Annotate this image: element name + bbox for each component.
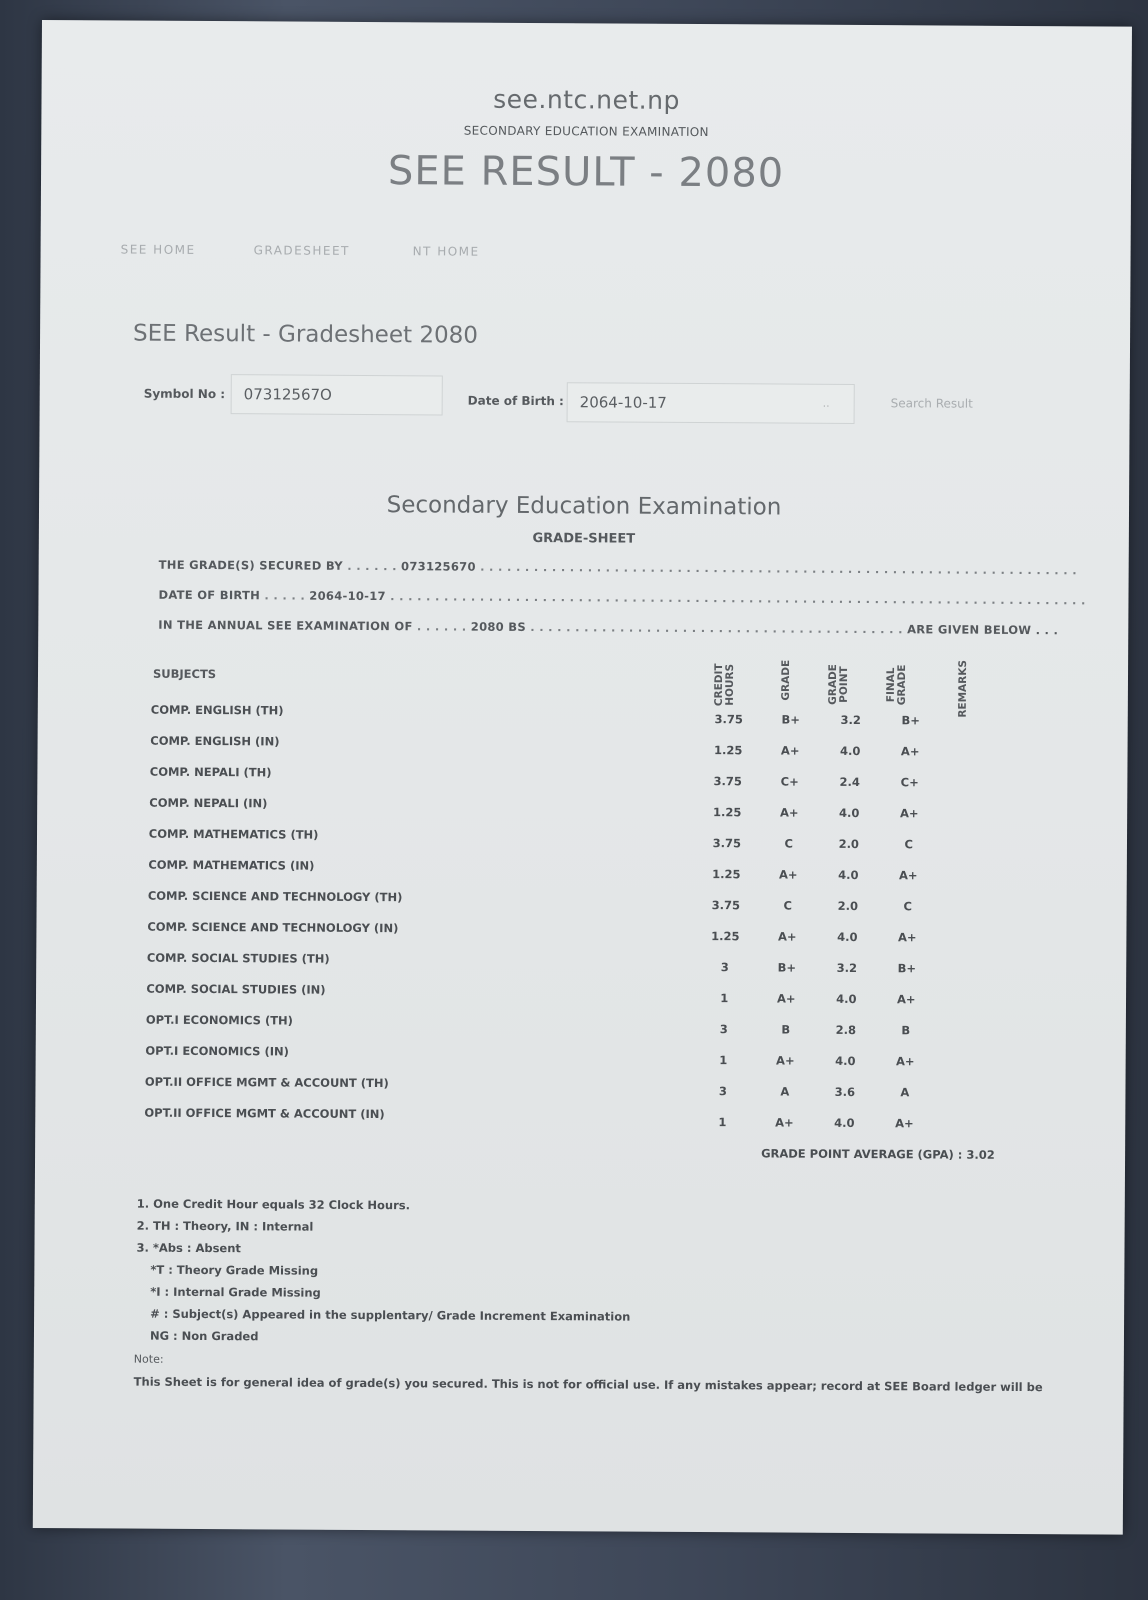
grade-cell: B — [781, 1022, 791, 1037]
note-label: Note: — [133, 1352, 164, 1366]
exam-suffix: ARE GIVEN BELOW . . . — [907, 622, 1059, 638]
subject-cell: COMP. MATHEMATICS (IN) — [148, 857, 315, 873]
secured-by-line: THE GRADE(S) SECURED BY . . . . . . 073125670 . . . . . . . . . . . . . . . . . . . . . . . . . . . . . . . . . . . . . . . . . . . . . . . . . . . . . . . . . . . . . . . . . . . — [158, 557, 1077, 578]
final-grade-cell: A+ — [896, 1054, 915, 1069]
subject-cell: OPT.I ECONOMICS (IN) — [145, 1043, 289, 1059]
legend-item: 1. One Credit Hour equals 32 Clock Hours. — [136, 1196, 411, 1213]
col-header-grade-point-line1: GRADE — [826, 664, 840, 705]
subject-cell: COMP. ENGLISH (TH) — [150, 702, 284, 718]
table-row — [147, 951, 1148, 982]
table-row — [144, 1106, 1148, 1137]
site-title: SEE RESULT - 2080 — [387, 148, 785, 197]
secured-by-label: THE GRADE(S) SECURED BY — [158, 557, 343, 573]
credit-hours-cell: 3 — [720, 960, 729, 975]
grade-point-cell: 4.0 — [840, 743, 861, 759]
dob-line: DATE OF BIRTH . . . . . 2064-10-17 . . . . . . . . . . . . . . . . . . . . . . . . . . . . . . . . . . . . . . . . . . . . . . . . . . . . . . . . . . . . . . . . . . . . . . . . . . . . . . — [158, 587, 1086, 608]
final-grade-cell: A+ — [897, 992, 916, 1007]
subject-cell: COMP. NEPALI (IN) — [149, 795, 268, 811]
grade-point-cell: 4.0 — [836, 991, 857, 1006]
nav-nt-home[interactable]: NT HOME — [412, 244, 480, 259]
credit-hours-cell: 3.75 — [711, 898, 741, 913]
nav-gradesheet[interactable]: GRADESHEET — [253, 243, 350, 258]
grade-cell: A+ — [777, 991, 796, 1006]
table-row — [148, 889, 1148, 920]
final-grade-cell: C — [904, 837, 914, 852]
final-grade-cell: A — [900, 1085, 910, 1100]
grade-cell: A+ — [780, 743, 800, 758]
credit-hours-cell: 1.25 — [713, 805, 742, 820]
final-grade-cell: C+ — [900, 775, 919, 790]
gradesheet-title: Secondary Education Examination — [386, 492, 782, 521]
grade-point-cell: 3.6 — [834, 1084, 856, 1099]
subject-cell: OPT.I ECONOMICS (TH) — [145, 1012, 294, 1028]
grade-point-cell: 2.0 — [837, 898, 859, 914]
subject-cell: COMP. SCIENCE AND TECHNOLOGY (IN) — [147, 919, 399, 936]
subject-cell: COMP. SOCIAL STUDIES (IN) — [146, 981, 326, 997]
credit-hours-cell: 1 — [718, 1115, 727, 1130]
grade-cell: C — [783, 898, 793, 913]
col-header-final-grade — [886, 664, 908, 705]
exam-line: IN THE ANNUAL SEE EXAMINATION OF . . . . . . 2080 BS . . . . . . . . . . . . . . . . . . . . . . . . . . . . . . . . . . . . . . . . . . ARE GIVEN BELOW . . . — [158, 617, 1059, 638]
subject-cell: COMP. SOCIAL STUDIES (TH) — [146, 950, 330, 966]
dropdown-icon[interactable]: .. — [822, 396, 830, 410]
note-text: This Sheet is for general idea of grade(s) you secured. This is not for official use. If any mistakes appear; record at SEE Board ledger will be — [133, 1374, 1043, 1395]
col-header-remarks: REMARKS — [956, 659, 970, 718]
symbol-label: Symbol No : — [143, 386, 226, 402]
subject-cell: COMP. ENGLISH (IN) — [150, 733, 280, 749]
gpa-summary: GRADE POINT AVERAGE (GPA) : 3.02 — [761, 1146, 995, 1162]
credit-hours-cell: 3 — [719, 1022, 728, 1037]
credit-hours-cell: 1.25 — [714, 743, 743, 758]
credit-hours-cell: 3 — [718, 1084, 727, 1099]
site-url: see.ntc.net.np — [493, 84, 680, 115]
col-header-grade-point-line2: POINT — [837, 666, 851, 703]
grade-point-cell: 4.0 — [834, 1115, 855, 1130]
col-header-subjects: SUBJECTS — [152, 666, 217, 682]
final-grade-cell: B — [901, 1023, 911, 1038]
grade-cell: C — [784, 836, 794, 851]
final-grade-cell: A+ — [897, 930, 917, 945]
grade-point-cell: 4.0 — [835, 1053, 856, 1068]
table-row — [145, 1044, 1148, 1075]
table-row — [146, 1013, 1148, 1044]
subject-cell: COMP. MATHEMATICS (TH) — [148, 826, 319, 842]
grade-point-cell: 2.4 — [839, 774, 860, 790]
col-header-final-grade-line2: GRADE — [895, 664, 909, 706]
credit-hours-cell: 3.75 — [714, 712, 743, 727]
grade-point-cell: 4.0 — [837, 929, 858, 944]
final-grade-cell: B+ — [901, 713, 920, 728]
table-row — [151, 703, 1148, 734]
grade-cell: A+ — [776, 1053, 795, 1068]
legend-item: # : Subject(s) Appeared in the supplentary/ Grade Increment Examination — [150, 1306, 631, 1324]
subject-cell: COMP. SCIENCE AND TECHNOLOGY (TH) — [147, 888, 403, 905]
site-subtitle: SECONDARY EDUCATION EXAMINATION — [463, 123, 709, 140]
grade-cell: A+ — [778, 867, 798, 882]
legend-item: NG : Non Graded — [149, 1328, 259, 1344]
subject-cell: COMP. NEPALI (TH) — [149, 764, 272, 780]
table-row — [150, 765, 1148, 796]
dob-line-label: DATE OF BIRTH — [158, 587, 261, 603]
col-header-credit-hours-line2: HOURS — [723, 663, 737, 706]
credit-hours-cell: 3.75 — [713, 774, 742, 789]
legend-item: 3. *Abs : Absent — [136, 1240, 241, 1256]
grade-point-cell: 3.2 — [840, 712, 861, 728]
table-row — [147, 920, 1148, 951]
nav-see-home[interactable]: SEE HOME — [120, 242, 196, 257]
legend-item: *I : Internal Grade Missing — [150, 1284, 321, 1300]
grade-cell: A+ — [779, 805, 799, 820]
table-row — [148, 858, 1148, 889]
grade-cell: A+ — [777, 929, 797, 944]
credit-hours-cell: 1.25 — [712, 867, 741, 882]
col-header-final-grade-line1: FINAL — [884, 667, 898, 703]
col-header-grade-point — [828, 664, 850, 705]
gradesheet-subtitle: GRADE-SHEET — [532, 531, 636, 547]
table-row — [145, 1075, 1148, 1106]
credit-hours-cell: 1 — [719, 1053, 728, 1068]
col-header-credit-hours — [714, 663, 736, 706]
grade-point-cell: 3.2 — [836, 960, 858, 975]
legend-item: *T : Theory Grade Missing — [150, 1262, 319, 1278]
final-grade-cell: A+ — [899, 806, 919, 821]
secured-by-value: 073125670 — [401, 559, 476, 574]
final-grade-cell: A+ — [895, 1116, 914, 1131]
grade-point-cell: 2.8 — [835, 1022, 857, 1037]
table-row — [146, 982, 1148, 1013]
dob-line-value: 2064-10-17 — [309, 588, 386, 604]
credit-hours-cell: 3.75 — [712, 836, 742, 851]
subject-cell: OPT.II OFFICE MGMT & ACCOUNT (TH) — [144, 1074, 389, 1091]
dob-input[interactable] — [567, 382, 855, 424]
col-header-grade: GRADE — [779, 659, 793, 701]
final-grade-cell: C — [903, 899, 913, 914]
final-grade-cell: A+ — [900, 744, 920, 759]
grade-point-cell: 4.0 — [839, 805, 860, 821]
search-result-button[interactable]: Search Result — [890, 396, 973, 411]
grade-cell: A+ — [775, 1115, 794, 1130]
credit-hours-cell: 1.25 — [711, 929, 740, 944]
table-row — [149, 796, 1148, 827]
final-grade-cell: A+ — [898, 868, 918, 883]
grade-cell: C+ — [780, 774, 799, 789]
grade-point-cell: 4.0 — [838, 867, 859, 883]
credit-hours-cell: 1 — [720, 991, 729, 1006]
exam-value: 2080 BS — [470, 619, 527, 634]
col-header-credit-hours-line1: CREDIT — [712, 663, 726, 707]
grade-cell: A — [780, 1084, 790, 1099]
printed-gradesheet-page — [33, 20, 1132, 1535]
dob-label: Date of Birth : — [467, 393, 564, 409]
table-row — [149, 827, 1148, 858]
symbol-input[interactable]: 07312567O — [231, 374, 443, 415]
grade-cell: B+ — [781, 712, 800, 727]
subject-cell: OPT.II OFFICE MGMT & ACCOUNT (IN) — [144, 1105, 385, 1122]
final-grade-cell: B+ — [897, 961, 917, 976]
grade-cell: B+ — [777, 960, 797, 975]
dob-value: 2064-10-17 — [579, 393, 667, 412]
legend-item: 2. TH : Theory, IN : Internal — [136, 1218, 314, 1234]
grade-point-cell: 2.0 — [838, 836, 860, 852]
table-row — [150, 734, 1148, 765]
page-heading: SEE Result - Gradesheet 2080 — [133, 320, 478, 349]
exam-label: IN THE ANNUAL SEE EXAMINATION OF — [158, 617, 413, 634]
